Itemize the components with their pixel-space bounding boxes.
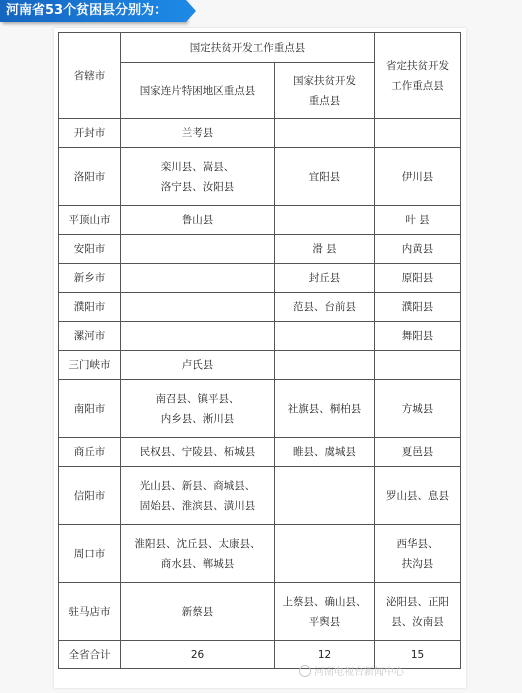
city-cell: 商丘市	[59, 438, 121, 467]
national-cell	[275, 351, 375, 380]
city-cell: 漯河市	[59, 322, 121, 351]
provincial-cell: 内黄县	[375, 235, 461, 264]
contiguous-cell: 民权县、宁陵县、柘城县	[121, 438, 275, 467]
national-cell	[275, 525, 375, 583]
city-cell: 洛阳市	[59, 148, 121, 206]
provincial-cell: 泌阳县、正阳 县、汝南县	[375, 583, 461, 641]
watermark	[299, 663, 404, 678]
city-cell: 三门峡市	[59, 351, 121, 380]
table-row	[59, 322, 461, 351]
provincial-cell: 濮阳县	[375, 293, 461, 322]
table-row	[59, 264, 461, 293]
contiguous-cell	[121, 264, 275, 293]
header-provincial: 省定扶贫开发 工作重点县	[375, 33, 461, 119]
contiguous-cell: 光山县、新县、商城县、 固始县、淮滨县、潢川县	[121, 467, 275, 525]
national-cell: 宜阳县	[275, 148, 375, 206]
provincial-cell: 西华县、 扶沟县	[375, 525, 461, 583]
city-cell: 周口市	[59, 525, 121, 583]
provincial-cell: 方城县	[375, 380, 461, 438]
section-banner	[0, 0, 186, 22]
provincial-cell	[375, 351, 461, 380]
total-contiguous-cell: 26	[121, 641, 275, 669]
national-cell: 范县、台前县	[275, 293, 375, 322]
provincial-cell: 舞阳县	[375, 322, 461, 351]
contiguous-cell: 栾川县、嵩县、 洛宁县、汝阳县	[121, 148, 275, 206]
watermark-logo-icon	[299, 665, 311, 677]
poverty-county-table	[58, 32, 461, 669]
table-row	[59, 119, 461, 148]
national-cell: 封丘县	[275, 264, 375, 293]
city-cell: 新乡市	[59, 264, 121, 293]
national-cell: 社旗县、桐柏县	[275, 380, 375, 438]
provincial-cell	[375, 119, 461, 148]
table-row	[59, 467, 461, 525]
table-row	[59, 380, 461, 438]
table-row	[59, 235, 461, 264]
provincial-cell: 原阳县	[375, 264, 461, 293]
total-label-cell: 全省合计	[59, 641, 121, 669]
city-cell: 驻马店市	[59, 583, 121, 641]
national-cell: 睢县、虞城县	[275, 438, 375, 467]
total-provincial-cell: 15	[375, 641, 461, 669]
table-row	[59, 293, 461, 322]
national-cell	[275, 119, 375, 148]
header-national-dev: 国家扶贫开发 重点县	[275, 63, 375, 119]
national-cell	[275, 467, 375, 525]
contiguous-cell: 兰考县	[121, 119, 275, 148]
provincial-cell: 罗山县、息县	[375, 467, 461, 525]
national-cell: 滑 县	[275, 235, 375, 264]
provincial-cell: 夏邑县	[375, 438, 461, 467]
city-cell: 安阳市	[59, 235, 121, 264]
table-row	[59, 148, 461, 206]
contiguous-cell	[121, 293, 275, 322]
contiguous-cell	[121, 322, 275, 351]
contiguous-cell: 卢氏县	[121, 351, 275, 380]
table-sheet	[54, 28, 466, 688]
contiguous-cell: 新蔡县	[121, 583, 275, 641]
provincial-cell: 伊川县	[375, 148, 461, 206]
city-cell: 平顶山市	[59, 206, 121, 235]
city-cell: 开封市	[59, 119, 121, 148]
banner-title: 河南省53个贫困县分别为：	[6, 3, 168, 18]
city-cell: 南阳市	[59, 380, 121, 438]
contiguous-cell	[121, 235, 275, 264]
city-cell: 信阳市	[59, 467, 121, 525]
provincial-cell: 叶 县	[375, 206, 461, 235]
contiguous-cell: 南召县、镇平县、 内乡县、淅川县	[121, 380, 275, 438]
table-row	[59, 438, 461, 467]
national-cell	[275, 322, 375, 351]
city-cell: 濮阳市	[59, 293, 121, 322]
header-national-key: 国定扶贫开发工作重点县	[121, 33, 375, 63]
table-row	[59, 583, 461, 641]
table-row	[59, 525, 461, 583]
total-national-cell: 12	[275, 641, 375, 669]
table-row	[59, 351, 461, 380]
watermark-text: 河南电视台新闻中心	[314, 667, 404, 678]
header-city: 省辖市	[59, 33, 121, 119]
national-cell: 上蔡县、确山县、 平舆县	[275, 583, 375, 641]
national-cell	[275, 206, 375, 235]
table-row	[59, 206, 461, 235]
contiguous-cell: 淮阳县、沈丘县、太康县、 商水县、郸城县	[121, 525, 275, 583]
header-contiguous: 国家连片特困地区重点县	[121, 63, 275, 119]
contiguous-cell: 鲁山县	[121, 206, 275, 235]
